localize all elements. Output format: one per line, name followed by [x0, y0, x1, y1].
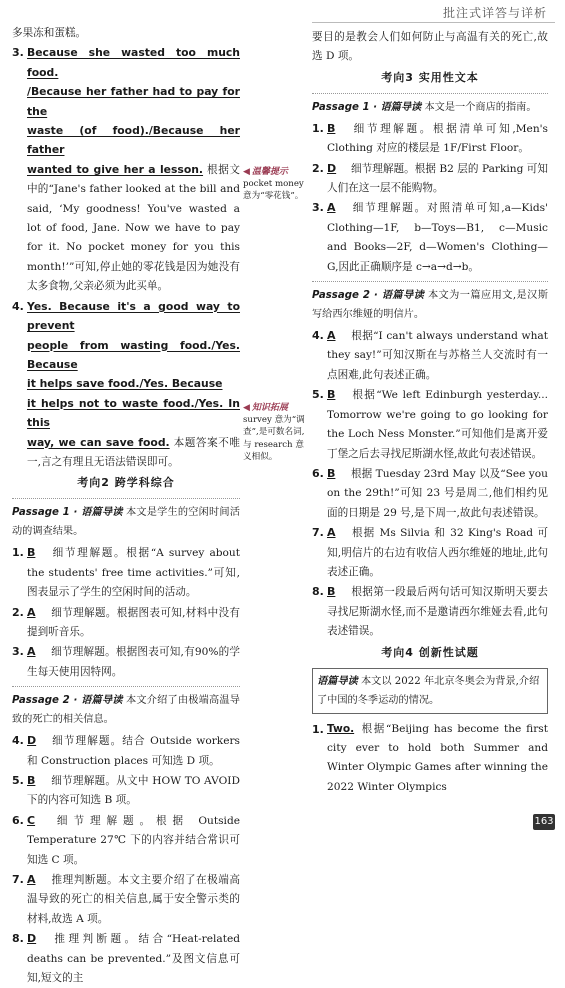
section-title-2: 考向2 跨学科综合 — [77, 476, 175, 490]
divider — [12, 686, 240, 687]
answer-option: D — [27, 932, 37, 946]
explanation: 细节理解题。从文中 HOW TO AVOID 下的内容可知选 B 项。 — [27, 775, 240, 807]
explanation: 细节理解题。根据 B2 层的 Parking 可知人们在这一层不能购物。 — [327, 162, 548, 195]
passage-text: 本文是学生的空闲时间活动的调查结果。 — [12, 507, 240, 538]
answer-option: A — [27, 645, 36, 659]
guide-box — [312, 668, 548, 714]
explanation: 根据第一段最后两句话可知汉斯明天要去寻找尼斯湖水怪,而不是邀请西尔维娅去看,此句表述错误。 — [327, 586, 548, 638]
answer-item — [312, 198, 548, 277]
header-divider — [312, 22, 555, 23]
answer-item-3 — [12, 43, 240, 296]
item-number: 6. — [312, 466, 324, 480]
section-title-3: 考向3 实用性文本 — [381, 70, 479, 84]
answer-text: Two. — [327, 722, 355, 735]
right-column — [312, 28, 548, 797]
answer-item — [312, 582, 548, 641]
intro-line: 要目的是教会人们如何防止与高温有关的死亡,故选 D 项。 — [312, 31, 548, 63]
section-title-4: 考向4 创新性试题 — [381, 645, 479, 659]
answer-option: A — [27, 605, 36, 619]
item-number: 5. — [312, 388, 324, 402]
answer-item — [12, 603, 240, 643]
answer-option: D — [327, 161, 337, 175]
explanation: 根据 Tuesday 23rd May 以及“See you on the 29th!”可知 23 号是周二,他们相约见面的日期是 29 号,是下周一,故此句表述错误。 — [327, 467, 548, 519]
answer-item — [12, 642, 240, 682]
explanation: 根据“I can't always understand what they say!”可知汉斯在与苏格兰人交流时有一点困难,此句表述正确。 — [327, 330, 548, 381]
answer-option: A — [327, 201, 336, 215]
answer-item — [312, 159, 548, 199]
answer-option: A — [27, 873, 36, 887]
answer-item — [312, 326, 548, 385]
passage-text: 本文是一个商店的指南。 — [424, 101, 537, 113]
explanation: 根据文中的“Jane's father looked at the bill and said, ‘My goodness! You've wasted a lot of food, Jane. Now we have to pay for it. No pocket money for you this month!’”可知,停止她的零花钱是因为她没有太多食物,父亲必须为此买单。 — [27, 163, 241, 293]
tip-text: survey 意为“调查”,是可数名词,与 research 意义相似。 — [243, 415, 305, 462]
left-column — [12, 24, 240, 988]
answer-option: B — [27, 546, 36, 560]
item-number: 3. — [12, 46, 24, 60]
answer-option: B — [327, 121, 336, 135]
answer-item — [312, 464, 548, 523]
page-header: 批注式详答与详析 — [442, 6, 547, 20]
passage-text: 本文为一篇应用文,是汉斯写给西尔维娅的明信片。 — [312, 290, 548, 321]
answer-line: Because she wasted too much food. — [27, 46, 240, 79]
answer-option: B — [327, 585, 336, 599]
passage-label: Passage 1 · 语篇导读 — [12, 507, 123, 519]
answer-item — [12, 929, 240, 988]
answer-line: people from wasting food./Yes. Because — [27, 338, 240, 371]
answer-line: wanted to give her a lesson. — [27, 162, 204, 176]
answer-item — [312, 119, 548, 159]
tip-text: pocket money 意为“零花钱”。 — [243, 179, 304, 202]
item-number: 1. — [12, 546, 24, 560]
explanation: 细节理解题。根据 Outside Temperature 27℃ 下的内容并结合常识可知选 C 项。 — [27, 814, 240, 866]
explanation: 细节理解题。根据清单可知,Men's Clothing 对应的楼层是 1F/First Floor。 — [327, 122, 548, 155]
item-number: 1. — [312, 722, 324, 736]
item-number: 4. — [312, 329, 324, 343]
explanation: 细节理解题。对照清单可知,a—Kids' Clothing—1F, b—Toys—B1, c—Music and Books—2F, d—Women's Clothing—G,因此正确顺序是 c→a→d→b。 — [327, 202, 548, 273]
passage-label: Passage 2 · 语篇导读 — [12, 695, 123, 707]
answer-option: D — [27, 734, 37, 748]
arrow-left-icon: ◀ — [243, 403, 250, 413]
answer-option: B — [27, 774, 36, 787]
explanation: 根据“Beijing has become the first city ever to hold both Summer and Winter Olympic Games after winning the 2022 Winter Olympics — [327, 722, 548, 793]
passage-guide — [12, 691, 240, 729]
intro-line: 多果冻和蛋糕。 — [12, 27, 87, 39]
answer-item — [12, 543, 240, 602]
explanation: 根据“We left Edinburgh yesterday... Tomorrow we're going to go looking for the Loch Ness Monster.”可知他们是离开爱丁堡之后去寻找尼斯湖水怪,故此句表述错误。 — [327, 389, 548, 460]
item-number: 1. — [312, 121, 324, 135]
item-number: 4. — [12, 734, 24, 748]
item-number: 6. — [12, 813, 24, 827]
explanation: 本题答案不唯一,言之有理且无语法错误即可。 — [27, 436, 240, 468]
answer-option: A — [327, 329, 336, 343]
explanation: 细节理解题。根据“A survey about the students' free time activities.”可知,图表显示了学生的空闲时间的活动。 — [27, 547, 240, 599]
answer-line: it helps not to waste food./Yes. In this — [27, 396, 240, 430]
item-number: 5. — [12, 774, 24, 787]
passage-guide — [312, 286, 548, 324]
divider — [312, 93, 548, 94]
explanation: 细节理解题。结合 Outside workers 和 Construction places 可知选 D 项。 — [27, 735, 240, 767]
explanation: 推理判断题。结合“Heat-related deaths can be prevented.”及图文信息可知,短文的主 — [27, 933, 240, 985]
answer-item — [12, 771, 240, 811]
passage-label: Passage 2 · 语篇导读 — [312, 290, 425, 302]
passage-text: 本文以 2022 年北京冬奥会为背景,介绍了中国的冬季运动的情况。 — [317, 675, 540, 706]
item-number: 3. — [312, 201, 324, 215]
arrow-left-icon: ◀ — [243, 167, 250, 177]
explanation: 细节理解题。根据图表可知,有90%的学生每天使用因特网。 — [27, 646, 240, 678]
answer-option: B — [327, 466, 336, 480]
passage-guide — [312, 98, 548, 117]
sidebar-tip — [243, 402, 307, 463]
page-number: 163 — [533, 814, 555, 830]
answer-line: it helps save food./Yes. Because — [27, 377, 223, 391]
answer-item — [12, 731, 240, 771]
explanation: 推理判断题。本文主要介绍了在极端高温导致的死亡的相关信息,属于安全警示类的材料,故选 A 项。 — [27, 874, 240, 925]
item-number: 7. — [312, 526, 324, 540]
item-number: 4. — [12, 299, 24, 313]
divider — [12, 498, 240, 499]
answer-option: B — [327, 388, 336, 402]
item-number: 2. — [312, 161, 324, 175]
explanation: 根据 Ms Silvia 和 32 King's Road 可知,明信片的右边有收信人西尔维娅的地址,此句表述正确。 — [327, 527, 548, 578]
tip-tag: 温馨提示 — [251, 167, 288, 177]
passage-label: Passage 1 · 语篇导读 — [312, 101, 422, 113]
divider — [312, 281, 548, 282]
item-number: 7. — [12, 873, 24, 887]
answer-item-4 — [12, 297, 240, 473]
answer-item — [312, 523, 548, 582]
tip-tag: 知识拓展 — [251, 403, 288, 413]
passage-text: 本文介绍了由极端高温导致的死亡的相关信息。 — [12, 695, 240, 726]
passage-guide — [12, 503, 240, 541]
answer-line: /Because her father had to pay for the — [27, 85, 240, 118]
explanation: 细节理解题。根据图表可知,材料中没有提到听音乐。 — [27, 606, 240, 638]
answer-line: way, we can save food. — [27, 435, 170, 449]
passage-label: 语篇导读 — [317, 675, 358, 687]
answer-line: waste (of food)./Because her father — [27, 124, 240, 157]
answer-item — [312, 720, 548, 798]
item-number: 2. — [12, 605, 24, 619]
item-number: 8. — [12, 932, 24, 946]
answer-item — [12, 870, 240, 929]
answer-item — [312, 385, 548, 464]
answer-option: A — [327, 526, 336, 540]
sidebar-tip — [243, 166, 307, 203]
item-number: 8. — [312, 585, 324, 599]
answer-line: Yes. Because it's a good way to prevent — [27, 299, 240, 333]
item-number: 3. — [12, 645, 24, 659]
answer-option: C — [27, 813, 36, 827]
answer-item — [12, 811, 240, 870]
